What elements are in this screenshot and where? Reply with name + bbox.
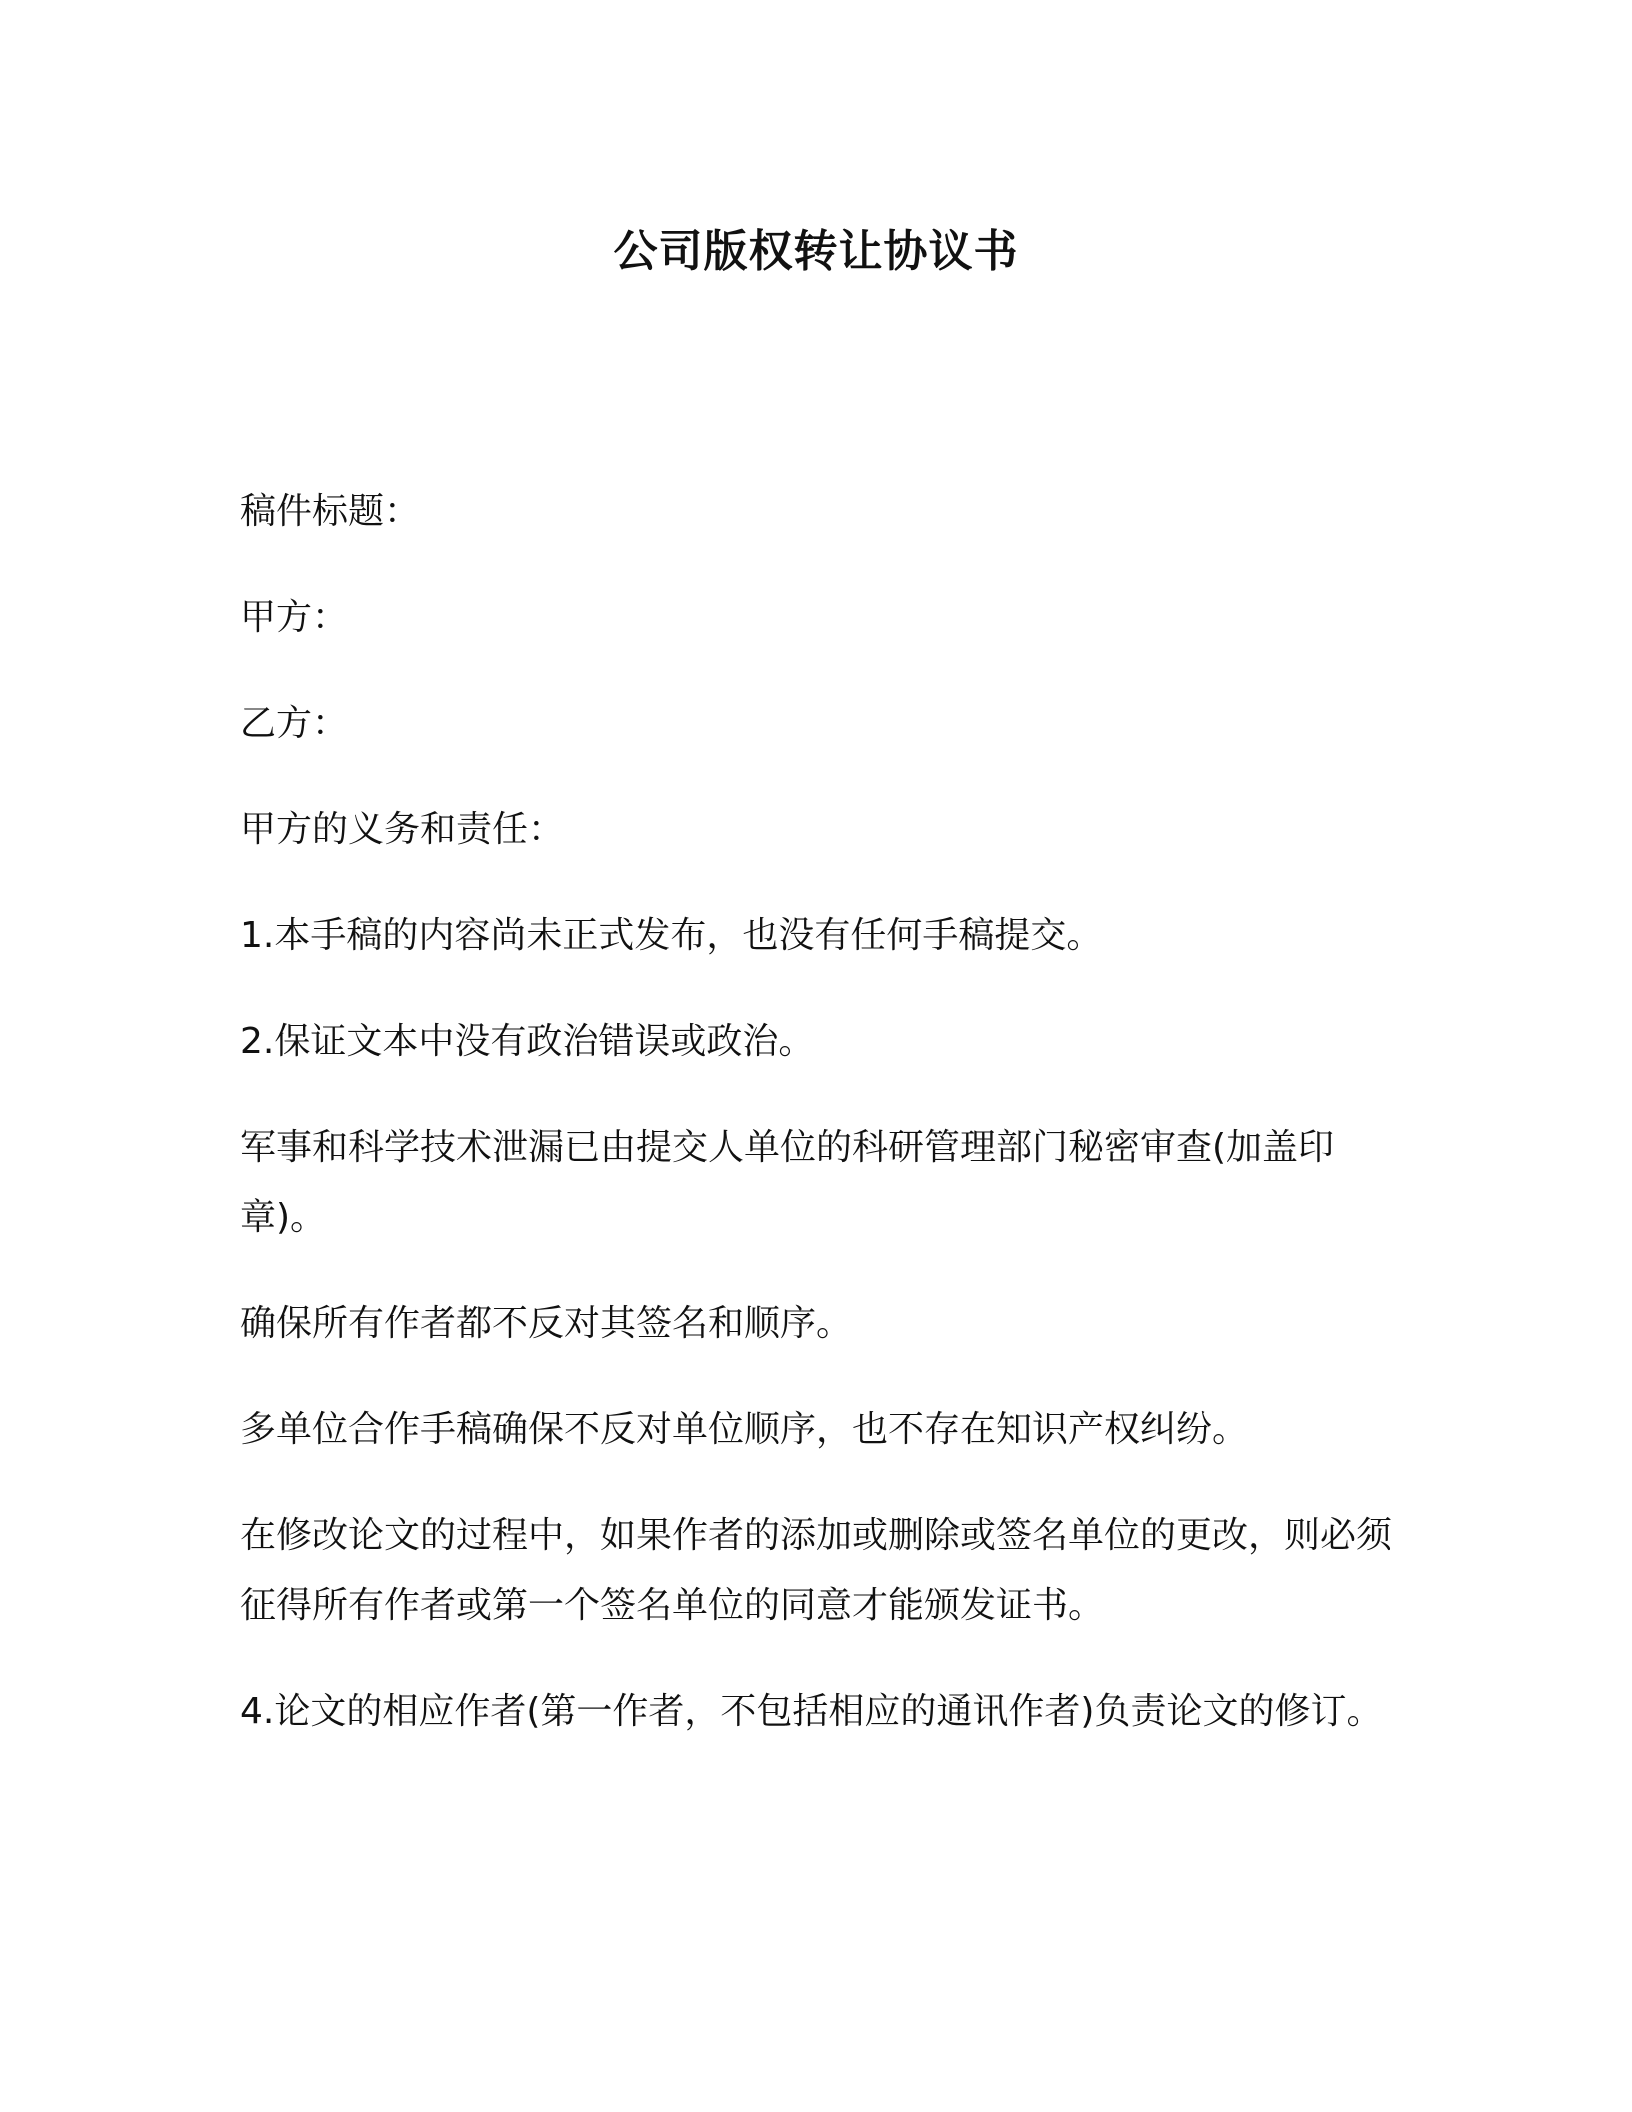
paragraph-party-a-obligations: 甲方的义务和责任： [240, 809, 565, 850]
document-body [240, 490, 1420, 1796]
paragraph-item-4: 4.论文的相应作者(第一作者，不包括相应的通讯作者)负责论文的修订。 [240, 1691, 1383, 1732]
paragraph-item-2: 2.保证文本中没有政治错误或政治。 [240, 1021, 815, 1062]
paragraph-item-1: 1.本手稿的内容尚未正式发布，也没有任何手稿提交。 [240, 915, 1103, 956]
paragraph-manuscript-title: 稿件标题： [240, 491, 421, 532]
paragraph-author-order: 确保所有作者都不反对其签名和顺序。 [240, 1303, 853, 1344]
paragraph-multi-unit: 多单位合作手稿确保不反对单位顺序，也不存在知识产权纠纷。 [240, 1409, 1249, 1450]
paragraph-party-a: 甲方： [240, 597, 349, 638]
paragraph-party-b: 乙方： [240, 703, 349, 744]
paragraph-revision-consent: 在修改论文的过程中，如果作者的添加或删除或签名单位的更改，则必须征得所有作者或第一个签名单位的同意才能颁发证书。 [240, 1515, 1393, 1626]
document-title: 公司版权转让协议书 [613, 226, 1019, 277]
paragraph-secrecy-review: 军事和科学技术泄漏已由提交人单位的科研管理部门秘密审查(加盖印章)。 [240, 1127, 1335, 1238]
